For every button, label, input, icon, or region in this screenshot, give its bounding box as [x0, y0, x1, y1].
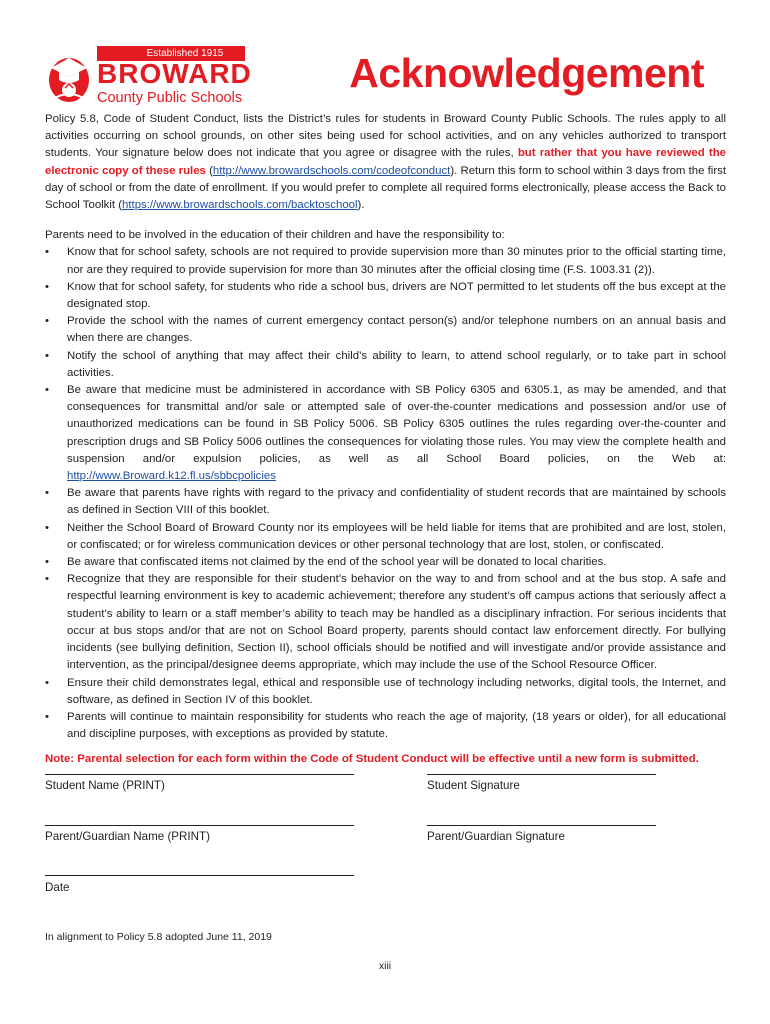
list-item [45, 382, 726, 485]
list-item: • Be aware that parents have rights with regard to the privacy and confidentiality of student records that are maintained by schools as defined in Section VIII of this booklet. [45, 485, 726, 519]
list-item: • Recognize that they are responsible for their student’s behavior on the way to and from school and at the bus stop. A safe and respectful learning environment is key to academic achievement; therefore any student’s off campus actions that seriously affect a student’s ability to learn or a staff member’s ability to teach may be handled as a disciplinary infraction. For serious incidents that occur at bus stops and/or that are not on School Board property, parents should contact law enforcement directly. For bullying incidents (see bullying definition, Section II), school officials should be notified and will investigate and/or provide assistance and intervention, as the principal/designee deems appropriate, which may include the use of the School Resource Officer. [45, 571, 726, 674]
note-text: Note: Parental selection for each form within the Code of Student Conduct will be effective until a new form is submitted. [45, 753, 699, 766]
responsibilities-lead: Parents need to be involved in the education of their children and have the responsibility to: [45, 229, 505, 242]
date-label: Date [45, 881, 70, 894]
logo-subtitle: County Public Schools [97, 90, 243, 106]
student-signature-line[interactable] [427, 774, 656, 775]
logo-established: Established 1915 [146, 48, 224, 59]
intro-text-2: ( [205, 164, 213, 177]
parent-signature-label: Parent/Guardian Signature [427, 830, 565, 843]
back-to-school-link[interactable]: https://www.browardschools.com/backtoschool [122, 199, 358, 212]
date-line[interactable] [45, 875, 354, 876]
intro-text-3: ). Return this form to school within 3 days from the first day of school or from the date of enrollment. If you would prefer to complete all required forms electronically, please access the Back to School Toolkit ( [45, 164, 726, 212]
document-body [45, 111, 726, 780]
school-crest-icon [45, 50, 93, 106]
list-item: • Provide the school with the names of current emergency contact person(s) and/or telephone numbers on an annual basis and when there are changes. [45, 313, 726, 347]
page-number: xiii [378, 960, 392, 972]
list-item: • Parents will continue to maintain responsibility for students who reach the age of majority, (18 years or older), for all educational and discipline purposes, with exceptions as provided by statute. [45, 709, 726, 743]
list-item: • Neither the School Board of Broward County nor its employees will be held liable for items that are prohibited and are lost, stolen, or confiscated; or for wireless communication devices or other personal technology that are lost, stolen, or confiscated. [45, 520, 726, 554]
list-item: • Know that for school safety, schools are not required to provide supervision more than 30 minutes prior to the official starting time, nor are they required to provide supervision for more than 30 minutes after the official closing time (F.S. 1003.31 (2)). [45, 244, 726, 278]
list-item: • Know that for school safety, for students who ride a school bus, drivers are NOT permitted to let students off the bus except at the designated stop. [45, 279, 726, 313]
responsibilities-list [45, 244, 726, 743]
list-item: • Notify the school of anything that may affect their child’s ability to learn, to attend school regularly, or to take part in school activities. [45, 348, 726, 382]
student-name-line[interactable] [45, 774, 354, 775]
intro-text-1: Policy 5.8, Code of Student Conduct, lists the District’s rules for students in Broward County Public Schools. The rules apply to all activities occurring on school grounds, on other sites being used for school activities, and on any vehicles authorized to transport students. Your signature below does not indicate that you agree or disagree with the rules, [45, 113, 726, 160]
logo-name: BROWARD [97, 58, 252, 89]
policy-footnote: In alignment to Policy 5.8 adopted June 11, 2019 [45, 931, 272, 943]
parent-signature-line[interactable] [427, 825, 656, 826]
parent-name-line[interactable] [45, 825, 354, 826]
page-title: Acknowledgement [349, 50, 704, 96]
student-name-label: Student Name (PRINT) [45, 779, 165, 792]
intro-text-4: ). [357, 199, 365, 212]
intro-emphasis: but rather that you have reviewed the electronic copy of these rules [45, 147, 726, 177]
parent-name-label: Parent/Guardian Name (PRINT) [45, 830, 210, 843]
code-of-conduct-link[interactable]: http://www.browardschools.com/codeofconduct [212, 164, 451, 177]
policies-link[interactable]: http://www.Broward.k12.fl.us/sbbcpolicies [67, 470, 276, 483]
broward-logo [45, 46, 252, 108]
intro-paragraph [45, 111, 726, 214]
list-item: • Ensure their child demonstrates legal, ethical and responsible use of technology including networks, digital tools, the Internet, and software, as defined in Section IV of this booklet. [45, 675, 726, 709]
medicine-text: Be aware that medicine must be administered in accordance with SB Policy 6305 and 6305.1, as may be amended, and that consequences for transmittal and/or sale or attempted sale of over-the-counter medications and possession and/or use of unauthorized medications can be found in SB Policy 5006. SB Policy 6305 outlines the rules regarding over-the-counter and prescription drugs and SB Policy 5006 outlines the consequences for violating those rules. You may view the complete health and suspension and/or expulsion policies, as well as all School Board policies, on the Web at: [67, 384, 726, 465]
student-signature-label: Student Signature [427, 779, 520, 792]
list-item: • Be aware that confiscated items not claimed by the end of the school year will be donated to local charities. [45, 554, 726, 571]
